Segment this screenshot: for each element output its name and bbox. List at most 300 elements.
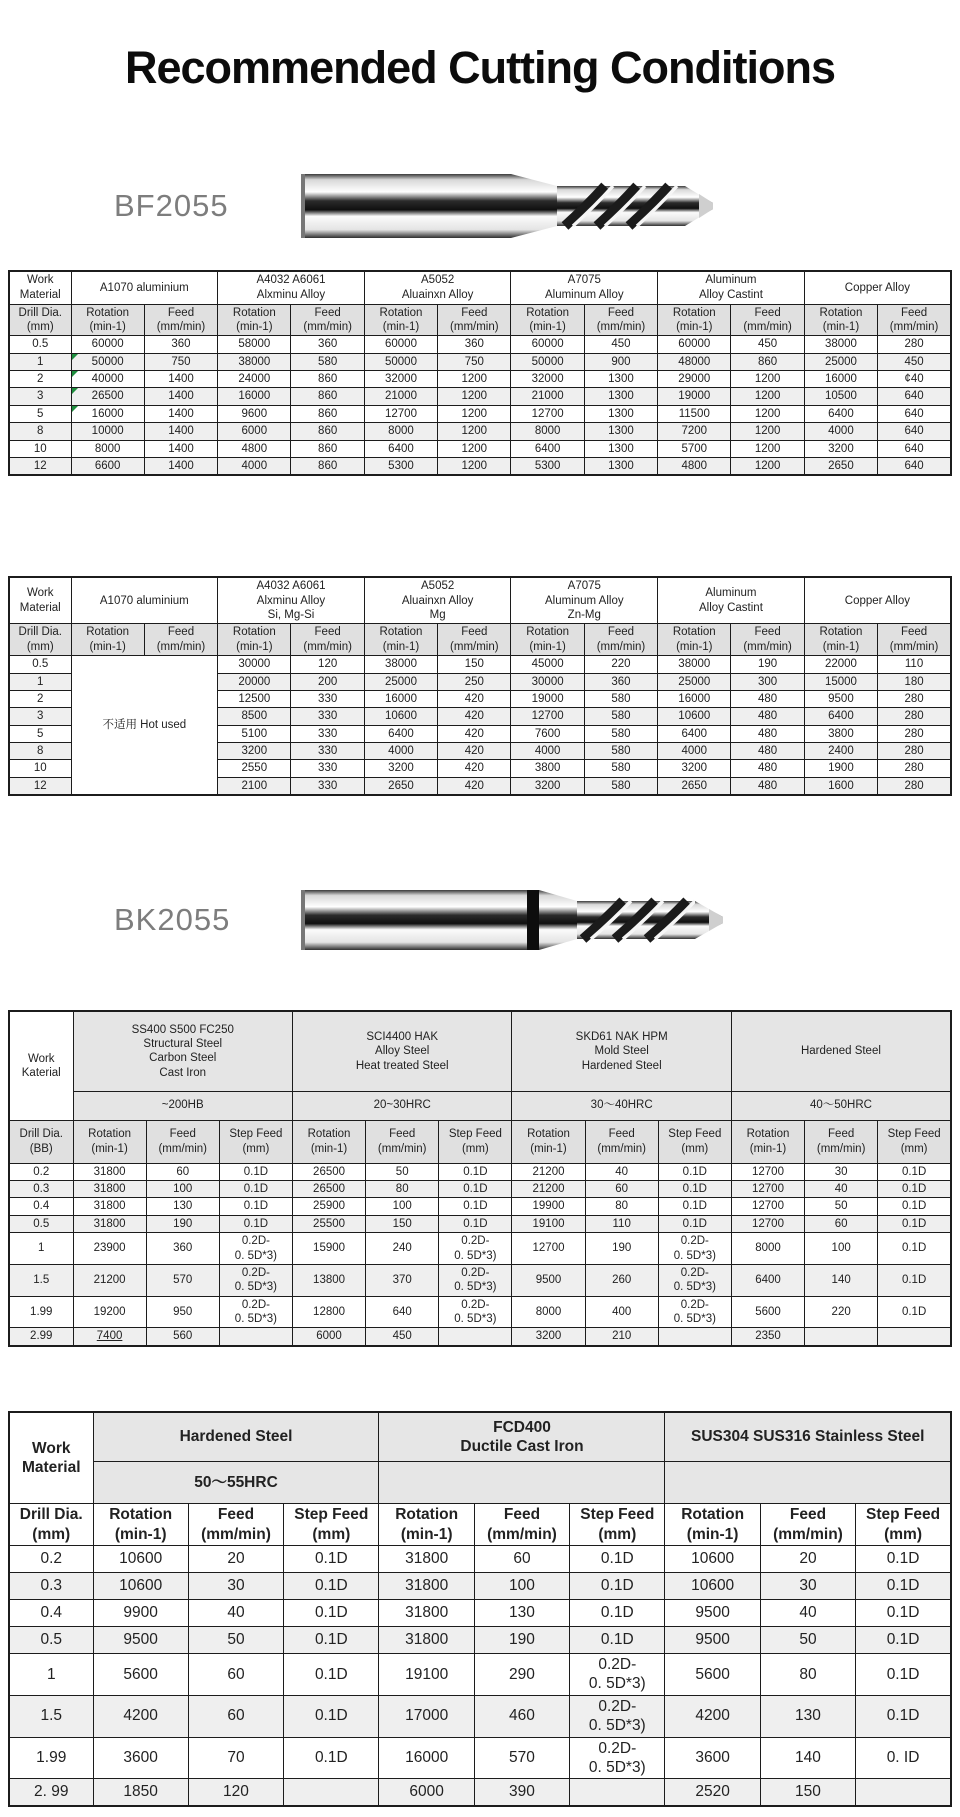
data-cell: 140 (760, 1737, 855, 1779)
data-cell: 21200 (73, 1264, 146, 1296)
header-cell: Step Feed (mm) (284, 1504, 379, 1546)
data-cell: 5300 (511, 457, 584, 475)
data-cell: 21200 (512, 1181, 585, 1198)
data-cell: 45000 (511, 656, 584, 673)
data-cell: 80 (760, 1654, 855, 1696)
data-cell: 3600 (665, 1737, 760, 1779)
data-cell: 6000 (292, 1328, 365, 1346)
data-cell: 330 (291, 708, 364, 725)
data-cell: 1300 (584, 388, 657, 405)
data-cell: 25000 (804, 353, 877, 370)
data-cell: 60 (805, 1215, 878, 1232)
table-row (9, 457, 951, 475)
header-cell: Rotation (min-1) (512, 1120, 585, 1163)
data-cell: 0.5 (9, 1627, 93, 1654)
data-cell: 2520 (665, 1779, 760, 1806)
data-cell: 20 (188, 1546, 283, 1573)
data-cell: 10600 (665, 1573, 760, 1600)
data-cell: 110 (585, 1215, 658, 1232)
data-cell: 1300 (584, 423, 657, 440)
table-row (9, 1600, 951, 1627)
header-cell: Feed (mm/min) (731, 624, 804, 656)
table-row (9, 440, 951, 457)
data-cell: 31800 (379, 1600, 474, 1627)
header-cell: ~200HB (73, 1091, 292, 1120)
data-cell: 450 (584, 336, 657, 353)
data-cell: 1 (9, 1654, 93, 1696)
header-cell: Feed (mm/min) (144, 624, 217, 656)
data-cell: 300 (731, 673, 804, 690)
data-cell: 6000 (218, 423, 291, 440)
data-cell: 1200 (438, 388, 511, 405)
header-cell: A5052 Aluainxn Alloy (364, 271, 511, 304)
data-cell: 250 (438, 673, 511, 690)
data-cell: 480 (731, 725, 804, 742)
data-cell: 0.1D (570, 1627, 665, 1654)
data-cell: 6400 (658, 725, 731, 742)
data-cell: 640 (366, 1296, 439, 1328)
catalog-page (0, 42, 960, 1817)
header-cell: Copper Alloy (804, 577, 951, 624)
data-cell: 5300 (364, 457, 437, 475)
data-cell: 9500 (665, 1600, 760, 1627)
data-cell: 200 (291, 673, 364, 690)
data-cell: 0.1D (658, 1163, 731, 1180)
table-row (9, 423, 951, 440)
data-cell: 580 (584, 760, 657, 777)
data-cell: 50000 (364, 353, 437, 370)
data-cell: 25000 (658, 673, 731, 690)
data-cell: 25000 (364, 673, 437, 690)
data-cell: 0.2 (9, 1546, 93, 1573)
data-cell: 31800 (73, 1181, 146, 1198)
data-cell: 0.2D- 0. 5D*3) (219, 1233, 292, 1265)
header-cell: SS400 S500 FC250 Structural Steel Carbon Steel Cast Iron (73, 1011, 292, 1091)
data-cell (284, 1779, 379, 1806)
header-cell: Feed (mm/min) (291, 624, 364, 656)
header-cell: Step Feed (mm) (219, 1120, 292, 1163)
data-cell: 6400 (364, 725, 437, 742)
header-cell: Feed (mm/min) (585, 1120, 658, 1163)
data-cell: 330 (291, 760, 364, 777)
data-cell: 1200 (731, 440, 804, 457)
data-cell: 0.2D- 0. 5D*3) (219, 1296, 292, 1328)
header-cell: Work Material (9, 271, 71, 304)
data-cell: 60000 (364, 336, 437, 353)
data-cell: 0.2 (9, 1163, 73, 1180)
data-cell: 4800 (218, 440, 291, 457)
data-cell: 130 (146, 1198, 219, 1215)
table-row (9, 1737, 951, 1779)
data-cell (805, 1328, 878, 1346)
data-cell: 330 (291, 743, 364, 760)
data-cell (878, 1328, 951, 1346)
data-cell: 420 (438, 690, 511, 707)
data-cell: 0.2D- 0. 5D*3) (439, 1296, 512, 1328)
header-cell: A1070 aluminium (71, 577, 218, 624)
data-cell: 4200 (665, 1695, 760, 1737)
data-cell: 580 (291, 353, 364, 370)
data-cell: 19100 (512, 1215, 585, 1232)
data-cell: 900 (584, 353, 657, 370)
header-row (9, 624, 951, 656)
header-cell: Work Katerial (9, 1011, 73, 1120)
data-cell: 1200 (438, 405, 511, 422)
data-cell: 570 (146, 1264, 219, 1296)
data-cell: 100 (366, 1198, 439, 1215)
data-cell (658, 1328, 731, 1346)
data-cell: 12700 (731, 1215, 804, 1232)
data-cell: 8500 (218, 708, 291, 725)
data-cell: 2. 99 (9, 1779, 93, 1806)
data-cell: 860 (731, 353, 804, 370)
data-cell: 220 (805, 1296, 878, 1328)
header-cell (665, 1462, 951, 1504)
comment-triangle-icon (72, 406, 78, 412)
data-cell: 40000 (71, 371, 144, 388)
data-cell: 9500 (93, 1627, 188, 1654)
data-cell: 0.1D (878, 1264, 951, 1296)
data-cell: 4000 (658, 743, 731, 760)
data-cell: 32000 (364, 371, 437, 388)
data-cell: 17000 (379, 1695, 474, 1737)
data-cell: 0.1D (439, 1163, 512, 1180)
data-cell: 0.3 (9, 1573, 93, 1600)
data-cell: 30 (760, 1573, 855, 1600)
header-cell: Drill Dia. (mm) (9, 1504, 93, 1546)
data-cell: 12700 (511, 708, 584, 725)
header-cell: Feed (mm/min) (438, 624, 511, 656)
section-bf2055 (0, 166, 960, 246)
header-cell: Rotation (min-1) (511, 624, 584, 656)
data-cell: 0.2D- 0. 5D*3) (658, 1296, 731, 1328)
header-row (9, 1462, 951, 1504)
data-cell: 10600 (665, 1546, 760, 1573)
header-row (9, 577, 951, 624)
table-row (9, 1779, 951, 1806)
data-cell: 12700 (511, 405, 584, 422)
data-cell: 3200 (658, 760, 731, 777)
data-cell: 420 (438, 743, 511, 760)
data-cell: 120 (291, 656, 364, 673)
data-cell: 240 (366, 1233, 439, 1265)
data-cell: 10600 (658, 708, 731, 725)
data-cell: 6400 (731, 1264, 804, 1296)
data-cell: 25900 (292, 1198, 365, 1215)
data-cell: 30 (188, 1573, 283, 1600)
data-cell: 860 (291, 440, 364, 457)
data-cell: 1300 (584, 440, 657, 457)
data-cell: 1850 (93, 1779, 188, 1806)
data-cell: 31800 (73, 1198, 146, 1215)
data-cell: 50 (805, 1198, 878, 1215)
data-cell: 12700 (512, 1233, 585, 1265)
data-cell: 860 (291, 371, 364, 388)
table-row (9, 353, 951, 370)
data-cell: 2400 (804, 743, 877, 760)
data-cell: 480 (731, 743, 804, 760)
data-cell: 15900 (292, 1233, 365, 1265)
page-title: Recommended Cutting Conditions (125, 42, 835, 93)
data-cell: 4200 (93, 1695, 188, 1737)
header-cell: A4032 A6061 Alxminu Alloy (218, 271, 365, 304)
header-cell: Feed (mm/min) (731, 304, 804, 336)
header-cell: Step Feed (mm) (856, 1504, 951, 1546)
data-cell: 360 (291, 336, 364, 353)
header-cell: Copper Alloy (804, 271, 951, 304)
header-cell: Rotation (min-1) (731, 1120, 804, 1163)
data-cell: 280 (878, 760, 951, 777)
table-row (9, 371, 951, 388)
data-cell: 1200 (731, 423, 804, 440)
data-cell: 12700 (731, 1181, 804, 1198)
data-cell: 2 (9, 371, 71, 388)
data-cell: 0.2D- 0. 5D*3) (658, 1264, 731, 1296)
data-cell: 8 (9, 743, 71, 760)
header-cell: Rotation (min-1) (804, 624, 877, 656)
model-label-bf2055: BF2055 (114, 188, 229, 223)
data-cell: 50 (188, 1627, 283, 1654)
data-cell: 330 (291, 725, 364, 742)
table-row (9, 1233, 951, 1265)
header-cell: Hardened Steel (93, 1412, 379, 1462)
table-row (9, 1264, 951, 1296)
data-cell: 24000 (218, 371, 291, 388)
data-cell: 1600 (804, 777, 877, 795)
data-cell: 2 (9, 690, 71, 707)
data-cell: 26500 (292, 1163, 365, 1180)
data-cell: 6400 (804, 708, 877, 725)
data-cell: 2550 (218, 760, 291, 777)
data-cell: 32000 (511, 371, 584, 388)
data-cell: 420 (438, 760, 511, 777)
data-cell: 0.2D- 0. 5D*3) (219, 1264, 292, 1296)
bk2055-cutting-table-2 (8, 1411, 952, 1807)
data-cell: 1300 (584, 457, 657, 475)
data-cell: 1400 (144, 388, 217, 405)
header-cell: Feed (mm/min) (438, 304, 511, 336)
data-cell: 31800 (379, 1573, 474, 1600)
data-cell: 12 (9, 777, 71, 795)
data-cell: 19000 (511, 690, 584, 707)
data-cell: 3200 (804, 440, 877, 457)
data-cell: 4000 (511, 743, 584, 760)
header-cell: Rotation (min-1) (73, 1120, 146, 1163)
data-cell: 23900 (73, 1233, 146, 1265)
header-cell: Step Feed (mm) (658, 1120, 731, 1163)
data-cell: 1 (9, 1233, 73, 1265)
header-cell: Step Feed (mm) (878, 1120, 951, 1163)
data-cell: 0.1D (878, 1233, 951, 1265)
data-cell: 2.99 (9, 1328, 73, 1346)
data-cell: 480 (731, 708, 804, 725)
data-cell: 0.1D (284, 1600, 379, 1627)
data-cell: 1 (9, 353, 71, 370)
data-cell: 3200 (512, 1328, 585, 1346)
data-cell: 290 (474, 1654, 569, 1696)
data-cell: 60 (474, 1546, 569, 1573)
data-cell: 5600 (665, 1654, 760, 1696)
data-cell: 0.1D (219, 1181, 292, 1198)
model-label-bk2055: BK2055 (114, 902, 231, 938)
data-cell: 560 (146, 1328, 219, 1346)
data-cell: 0.1D (856, 1695, 951, 1737)
data-cell: 0.1D (570, 1546, 665, 1573)
data-cell: 0.4 (9, 1600, 93, 1627)
data-cell: 12800 (292, 1296, 365, 1328)
drill-photo-bf2055 (299, 168, 719, 244)
data-cell: 950 (146, 1296, 219, 1328)
data-cell: 1400 (144, 457, 217, 475)
table-row (9, 405, 951, 422)
header-cell: Rotation (min-1) (71, 624, 144, 656)
data-cell: ¢40 (878, 371, 951, 388)
header-cell: Work Material (9, 577, 71, 624)
header-row (9, 1011, 951, 1091)
header-cell: Rotation (min-1) (218, 304, 291, 336)
data-cell: 0.5 (9, 336, 71, 353)
data-cell: 8000 (71, 440, 144, 457)
data-cell: 4000 (218, 457, 291, 475)
data-cell: 640 (878, 388, 951, 405)
data-cell: 8000 (511, 423, 584, 440)
data-cell: 130 (474, 1600, 569, 1627)
data-cell: 2100 (218, 777, 291, 795)
data-cell: 26500 (292, 1181, 365, 1198)
data-cell: 31800 (379, 1546, 474, 1573)
data-cell: 12700 (731, 1198, 804, 1215)
data-cell: 30000 (511, 673, 584, 690)
data-cell: 0.1D (658, 1215, 731, 1232)
data-cell: 8 (9, 423, 71, 440)
data-cell: 0.1D (570, 1573, 665, 1600)
data-cell: 2350 (731, 1328, 804, 1346)
data-cell: 3800 (804, 725, 877, 742)
data-cell: 0.1D (219, 1198, 292, 1215)
data-cell: 0.4 (9, 1198, 73, 1215)
data-cell: 50000 (511, 353, 584, 370)
data-cell: 60 (585, 1181, 658, 1198)
data-cell: 12500 (218, 690, 291, 707)
header-cell: Feed (mm/min) (474, 1504, 569, 1546)
data-cell: 0. ID (856, 1737, 951, 1779)
header-cell: Rotation (min-1) (665, 1504, 760, 1546)
data-cell: 6400 (804, 405, 877, 422)
data-cell: 16000 (804, 371, 877, 388)
data-cell: 10600 (93, 1573, 188, 1600)
table-row (9, 1627, 951, 1654)
data-cell: 38000 (364, 656, 437, 673)
data-cell: 860 (291, 405, 364, 422)
header-cell: Aluminum Alloy Castint (658, 271, 805, 304)
data-cell: 150 (366, 1215, 439, 1232)
data-cell: 210 (585, 1328, 658, 1346)
data-cell: 860 (291, 457, 364, 475)
data-cell: 0.1D (878, 1296, 951, 1328)
data-cell: 0.1D (878, 1198, 951, 1215)
data-cell: 10600 (93, 1546, 188, 1573)
header-cell: Feed (mm/min) (878, 624, 951, 656)
data-cell: 0.2D- 0. 5D*3) (570, 1654, 665, 1696)
data-cell: 5700 (658, 440, 731, 457)
data-cell: 0.1D (439, 1215, 512, 1232)
data-cell: 1200 (438, 457, 511, 475)
data-cell: 2650 (364, 777, 437, 795)
header-cell: Rotation (min-1) (93, 1504, 188, 1546)
header-cell: A7075 Aluminum Alloy (511, 271, 658, 304)
data-cell: 1300 (584, 371, 657, 388)
data-cell: 3200 (511, 777, 584, 795)
data-cell: 16000 (379, 1737, 474, 1779)
data-cell: 1.99 (9, 1737, 93, 1779)
data-cell: 50000 (71, 353, 144, 370)
header-cell: Feed (mm/min) (878, 304, 951, 336)
data-cell: 38000 (804, 336, 877, 353)
data-cell: 120 (188, 1779, 283, 1806)
data-cell: 60000 (71, 336, 144, 353)
bf2055-cutting-table-1 (8, 270, 952, 476)
header-cell: Rotation (min-1) (218, 624, 291, 656)
header-cell: Drill Dia. (BB) (9, 1120, 73, 1163)
data-cell: 7600 (511, 725, 584, 742)
data-cell: 220 (584, 656, 657, 673)
data-cell: 21000 (364, 388, 437, 405)
comment-triangle-icon (72, 388, 78, 394)
header-cell: Drill Dia. (mm) (9, 624, 71, 656)
data-cell: 330 (291, 690, 364, 707)
data-cell: 9500 (804, 690, 877, 707)
header-row (9, 1412, 951, 1462)
data-cell: 0.1D (219, 1163, 292, 1180)
data-cell: 8000 (364, 423, 437, 440)
data-cell: 0.2D- 0. 5D*3) (439, 1264, 512, 1296)
data-cell: 360 (584, 673, 657, 690)
data-cell: 1400 (144, 371, 217, 388)
data-cell: 390 (474, 1779, 569, 1806)
data-cell: 180 (878, 673, 951, 690)
header-cell: Rotation (min-1) (71, 304, 144, 336)
data-cell: 0.1D (284, 1573, 379, 1600)
data-cell: 1300 (584, 405, 657, 422)
data-cell: 110 (878, 656, 951, 673)
data-cell: 5100 (218, 725, 291, 742)
data-cell: 580 (584, 743, 657, 760)
data-cell: 12700 (731, 1163, 804, 1180)
data-cell: 9500 (512, 1264, 585, 1296)
data-cell: 16000 (364, 690, 437, 707)
header-row (9, 1091, 951, 1120)
data-cell: 1.5 (9, 1695, 93, 1737)
data-cell: 1200 (438, 371, 511, 388)
data-cell: 29000 (658, 371, 731, 388)
data-cell: 60000 (511, 336, 584, 353)
data-cell: 450 (731, 336, 804, 353)
data-cell: 16000 (71, 405, 144, 422)
data-cell: 1900 (804, 760, 877, 777)
data-cell: 0.1D (878, 1181, 951, 1198)
data-cell: 580 (584, 725, 657, 742)
data-cell: 0.1D (284, 1654, 379, 1696)
data-cell: 280 (878, 690, 951, 707)
data-cell: 7400 (73, 1328, 146, 1346)
bk2055-cutting-table-1 (8, 1010, 952, 1347)
data-cell: 0.1D (878, 1163, 951, 1180)
data-cell: 420 (438, 708, 511, 725)
header-cell: 40〜50HRC (731, 1091, 951, 1120)
data-cell: 100 (805, 1233, 878, 1265)
data-cell: 1200 (731, 457, 804, 475)
data-cell: 0.1D (658, 1198, 731, 1215)
